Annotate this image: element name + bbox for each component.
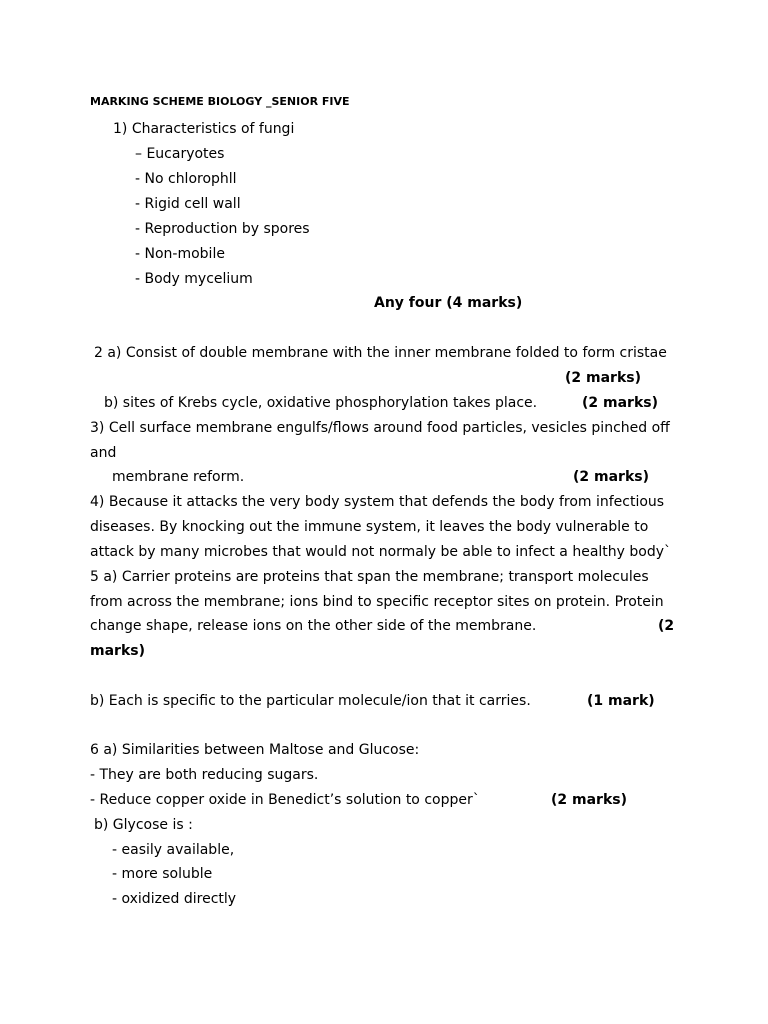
q2b-marks: (2 marks): [582, 395, 658, 411]
q3-marks: (2 marks): [573, 469, 649, 485]
q3-line: and: [90, 445, 117, 461]
q1-item: - Body mycelium: [135, 271, 253, 287]
q3-line: membrane reform.: [112, 469, 245, 485]
q5a-line: 5 a) Carrier proteins are proteins that span the membrane; transport molecules: [90, 569, 649, 585]
q5a-line: change shape, release ions on the other side of the membrane.: [90, 618, 537, 634]
q1-item: - Reproduction by spores: [135, 221, 310, 237]
q6a-marks: (2 marks): [551, 792, 627, 808]
q6a-heading: 6 a) Similarities between Maltose and Glucose:: [90, 742, 420, 758]
q6a-item: - Reduce copper oxide in Benedict’s solution to copper`: [90, 792, 480, 808]
q2a-marks: (2 marks): [565, 370, 641, 386]
q6b-item: - more soluble: [112, 866, 213, 882]
q3-line: 3) Cell surface membrane engulfs/flows around food particles, vesicles pinched off: [90, 420, 670, 436]
q1-item: - Non-mobile: [135, 246, 225, 262]
q5b-marks: (1 mark): [587, 693, 655, 709]
q6a-item: - They are both reducing sugars.: [90, 767, 319, 783]
q1-heading: 1) Characteristics of fungi: [113, 121, 295, 137]
q4-line: attack by many microbes that would not normaly be able to infect a healthy body`: [90, 544, 672, 560]
q6b-item: - easily available,: [112, 842, 235, 858]
q5b-text: b) Each is specific to the particular molecule/ion that it carries.: [90, 693, 531, 709]
q5a-marks: (2: [658, 618, 675, 634]
q2b-text: b) sites of Krebs cycle, oxidative phosphorylation takes place.: [104, 395, 538, 411]
q1-item: - Rigid cell wall: [135, 196, 241, 212]
q5a-marks-continued: marks): [90, 643, 145, 659]
q1-marks: Any four (4 marks): [374, 295, 523, 311]
document-title: MARKING SCHEME BIOLOGY _SENIOR FIVE: [90, 95, 350, 108]
q2a-text: 2 a) Consist of double membrane with the inner membrane folded to form cristae: [94, 345, 667, 361]
q4-line: diseases. By knocking out the immune system, it leaves the body vulnerable to: [90, 519, 649, 535]
q1-item: - No chlorophll: [135, 171, 237, 187]
q6b-item: - oxidized directly: [112, 891, 237, 907]
q1-item: – Eucaryotes: [135, 146, 225, 162]
q6b-heading: b) Glycose is :: [94, 817, 193, 833]
q4-line: 4) Because it attacks the very body system that defends the body from infectious: [90, 494, 665, 510]
q5a-line: from across the membrane; ions bind to specific receptor sites on protein. Protein: [90, 594, 664, 610]
